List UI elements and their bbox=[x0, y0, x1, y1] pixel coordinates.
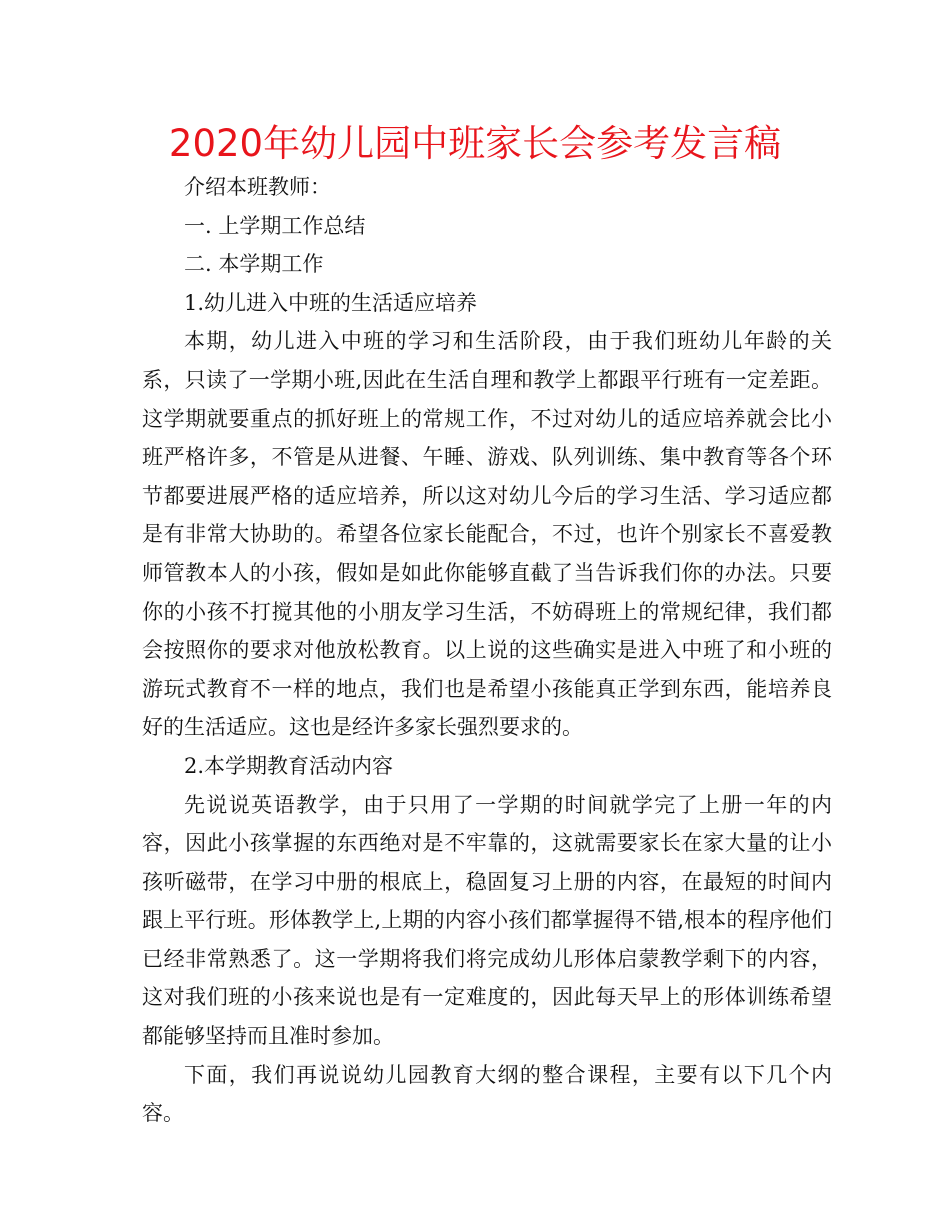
paragraph-activities: 先说说英语教学，由于只用了一学期的时间就学完了上册一年的内容，因此小孩掌握的东西绝对是不牢靠的，这就需要家长在家大量的让小孩听磁带，在学习中册的根底上，稳固复习上册的内容，在最短的时间内跟上平行班。形体教学上,上期的内容小孩们都掌握得不错,根本的程序他们已经非常熟悉了。这一学期将我们将完成幼儿形体启蒙教学剩下的内容，这对我们班的小孩来说也是有一定难度的，因此每天早上的形体训练希望都能够坚持而且准时参加。 bbox=[142, 792, 832, 1049]
section-heading-this-term: 二. 本学期工作 bbox=[184, 252, 324, 277]
subheading-life-adaptation: 1.幼儿进入中班的生活适应培养 bbox=[184, 290, 478, 315]
subheading-activities: 2.本学期教育活动内容 bbox=[184, 753, 394, 778]
paragraph-life-adaptation: 本期，幼儿进入中班的学习和生活阶段，由于我们班幼儿年龄的关系，只读了一学期小班,因此在生活自理和教学上都跟平行班有一定差距。这学期就要重点的抓好班上的常规工作，不过对幼儿的适应培养就会比小班严格许多，不管是从进餐、午睡、游戏、队列训练、集中教育等各个环节都要进展严格的适应培养，所以这对幼儿今后的学习生活、学习适应都是有非常大协助的。希望各位家长能配合，不过，也许个别家长不喜爱教师管教本人的小孩，假如是如此你能够直截了当告诉我们你的办法。只要你的小孩不打搅其他的小朋友学习生活，不妨碍班上的常规纪律，我们都会按照你的要求对他放松教育。以上说的这些确实是进入中班了和小班的游玩式教育不一样的地点，我们也是希望小孩能真正学到东西，能培养良好的生活适应。这也是经许多家长强烈要求的。 bbox=[142, 329, 832, 740]
document-body bbox=[142, 168, 832, 1133]
document-title: 2020年幼儿园中班家长会参考发言稿 bbox=[168, 122, 782, 165]
paragraph-teacher-intro: 介绍本班教师： bbox=[184, 175, 331, 199]
section-heading-last-term: 一. 上学期工作总结 bbox=[184, 213, 366, 238]
paragraph-curriculum: 下面，我们再说说幼儿园教育大纲的整合课程，主要有以下几个内容。 bbox=[142, 1062, 832, 1126]
